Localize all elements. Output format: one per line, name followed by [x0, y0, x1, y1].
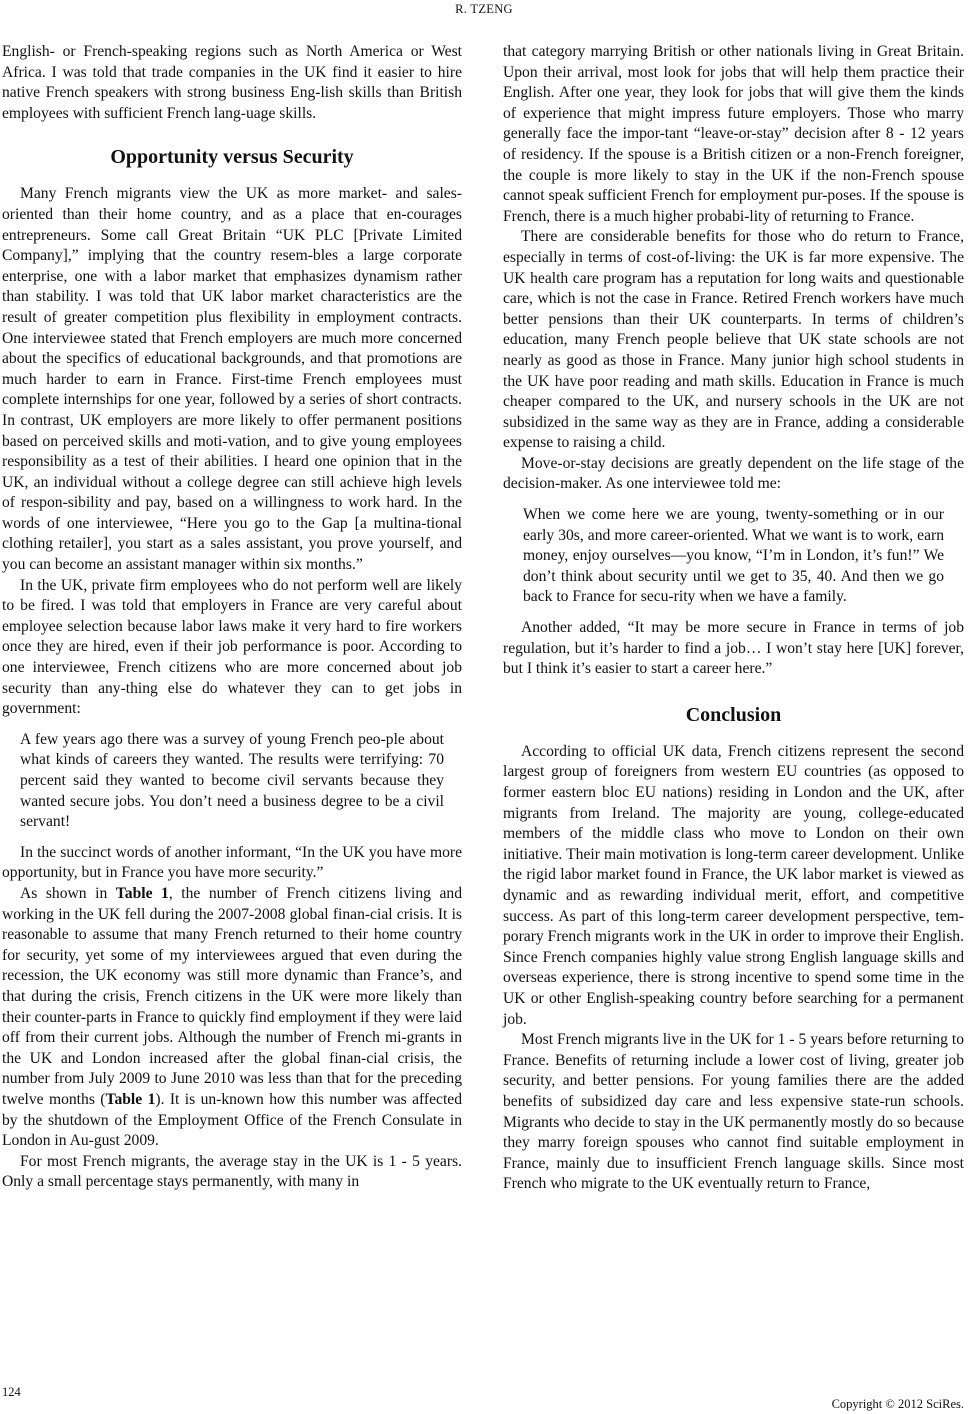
table-reference: Table 1	[105, 1090, 156, 1108]
paragraph: that category marrying British or other nationals living in Great Britain. Upon their arrival, most look for jobs that will help them practice their English. After one year, they look for jobs that will give them the kinds of experience that might impress future employers. Those who marry generally face the impor-tant “leave-or-stay” decision after 8 - 12 years of residency. If the spouse is a British citizen or a non-French foreigner, the couple is more likely to stay in the UK if the non-French spouse cannot speak sufficient French for employment pur-poses. If the spouse is French, there is a much higher probabi-lity of returning to France.	[503, 43, 964, 225]
copyright-notice: Copyright © 2012 SciRes.	[831, 1397, 964, 1411]
text-run: ). It is un-known how this number was affected by the shutdown of the Employment Office of the French Consulate in London in Au-gust 2009.	[2, 1090, 462, 1150]
paragraph: Move-or-stay decisions are greatly dependent on the life stage of the decision-maker. As one interviewee told me:	[503, 454, 964, 493]
paragraph: In the succinct words of another informant, “In the UK you have more opportunity, but in France you have more security.”	[2, 843, 462, 882]
block-quote: When we come here we are young, twenty-something or in our early 30s, and more career-oriented. What we want is to work, earn money, enjoy ourselves—you know, “I’m in London, it’s fun!” We don’t think about security until we get to 35, 40. And then we go back to France for secu-rity when we have a family.	[523, 506, 944, 606]
paragraph: For most French migrants, the average stay in the UK is 1 - 5 years. Only a small percentage stays permanently, with many in	[2, 1152, 462, 1191]
text-run: As shown in	[20, 884, 116, 902]
table-reference: Table 1	[115, 884, 169, 902]
paragraph: Many French migrants view the UK as more market- and sales-oriented than their home country, and as a place that en-courages entrepreneurs. Some call Great Britain “UK PLC [Private Limited Company],” implying that the country resem-bles a large corporate enterprise, one with a labor market that emphasizes dynamism rather than stability. I was told that UK labor market characteristics are the result of greater competition plus flexibility in employment contracts. One interviewee stated that French employers are much more concerned about the specifics of educational backgrounds, and that promotions are much harder to earn in France. First-time French employees must complete internships for one year, followed by a series of short contracts. In contrast, UK employers are more likely to offer permanent positions based on perceived skills and moti-vation, and to give young employees responsibility as a test of their abilities. I heard one opinion that in the UK, an individual without a college degree can still achieve high levels of respon-sibility and pay, based on a willingness to work hard. In the words of one interviewee, “Here you go to the Gap [a multina-tional clothing retailer], you start as a sales assistant, you prove yourself, and you can become an assistant manager within six months.”	[2, 185, 462, 574]
paragraph: There are considerable benefits for those who do return to France, especially in terms of cost-of-living: the UK is far more expensive. The UK health care program has a reputation for long waits and questionable care, which is not the case in France. Retired French workers have much better pensions than their UK counterparts. In terms of children’s education, many French people believe that UK state schools are not nearly as good as those in France. Many junior high school students in the UK have poor reading and math skills. Education in France is much cheaper compared to the UK, and nursery schools in the UK are not subsidized in the same way as they are in France, adding a considerable expense to raising a child.	[503, 228, 964, 452]
paragraph: According to official UK data, French citizens represent the second largest group of foreigners from western EU countries (as opposed to former eastern bloc EU nations) residing in London and the UK, after migrants from Ireland. The majority are young, college-educated members of the middle class who move to London on their own initiative. Their main motivation is long-term career development. Unlike the rigid labor market found in France, the UK labor market is viewed as dynamic and as rewarding individual merit, effort, and competitive success. As part of this long-term career development perspective, tem-porary French migrants work in the UK in order to improve their English. Since French companies highly value strong English language skills and overseas experience, there is strong incentive to spend some time in the UK or other English-speaking country before searching for a permanent job.	[503, 742, 964, 1028]
paragraph: English- or French-speaking regions such as North America or West Africa. I was told that trade companies in the UK find it easier to hire native French speakers with strong business Eng-lish skills than British employees with sufficient French lang-uage skills.	[2, 43, 462, 122]
page-number: 124	[2, 1385, 21, 1399]
block-quote: A few years ago there was a survey of young French peo-ple about what kinds of careers they wanted. The results were terrifying: 70 percent said they wanted to become civil servants because they wanted secure jobs. You don’t need a business degree to be a civil servant!	[20, 730, 444, 831]
section-heading: Conclusion	[685, 703, 782, 726]
paragraph: Another added, “It may be more secure in France in terms of job regulation, but it’s harder to find a job… I won’t stay here [UK] forever, but I think it’s easier to start a career here.”	[503, 619, 964, 678]
paragraph: Most French migrants live in the UK for 1 - 5 years before returning to France. Benefits of returning include a lower cost of living, greater job security, and better pensions. For young families there are the added benefits of subsidized day care and less expensive state-run schools. Migrants who decide to stay in the UK permanently mostly do so because they marry foreign spouses who cannot find suitable employment in France, mainly due to insufficient French language skills. Since most French who migrate to the UK eventually return to France,	[503, 1031, 964, 1193]
left-column	[2, 42, 462, 1193]
running-head: R. TZENG	[455, 2, 513, 16]
right-column	[503, 42, 964, 1195]
paragraph	[2, 884, 462, 1152]
paragraph: In the UK, private firm employees who do not perform well are likely to be fired. I was told that employers in France are very careful about employee selection because labor laws make it very hard to fire workers once they are hired, even if their job performance is poor. According to one interviewee, French citizens who are more concerned about job security than any-thing else do whatever they can to get jobs in government:	[2, 576, 462, 718]
text-run: , the number of French citizens living and working in the UK fell during the 2007-2008 global finan-cial crisis. It is reasonable to assume that many French returned to their home country for security, yet some of my interviewees argued that even during the recession, the UK economy was still more dynamic than France’s, and that during the crisis, French citizens in the UK were more likely than their counter-parts in France to quickly find employment if they were laid off from their current jobs. Although the number of French mi-grants in the UK and London increased after the global finan-cial crisis, the number from July 2009 to June 2010 was less than that for the preceding twelve months (	[2, 884, 462, 1108]
section-heading: Opportunity versus Security	[110, 146, 354, 169]
